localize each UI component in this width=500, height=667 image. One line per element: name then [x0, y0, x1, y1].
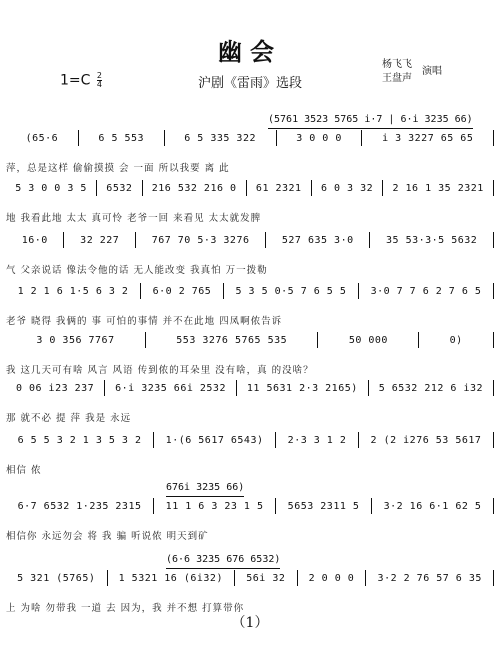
- measure: 3 0 0 0: [296, 132, 342, 144]
- bar-line: [493, 130, 494, 146]
- measure: 6·7 6532 1·235 2315: [17, 500, 142, 512]
- bar-line: [493, 380, 494, 396]
- measure: 6·0 2 765: [152, 285, 212, 297]
- time-signature-top: 2: [96, 71, 102, 80]
- key-label: 1=C: [60, 72, 91, 89]
- measure: 2 0 0 0: [308, 572, 355, 584]
- notation-line: [6, 232, 494, 248]
- measure: 1·(6 5617 6543): [165, 434, 264, 446]
- prelude-line: (5761 3523 5765 i·7 | 6·i 3235 66): [268, 114, 473, 129]
- measure: 767 70 5·3 3276: [151, 234, 250, 246]
- bar-line: [493, 432, 494, 448]
- lyrics-line: 老爷 晓得 我俩的 事 可怕的事情 并不在此地 四凤啊侬告诉: [6, 316, 283, 327]
- prelude-line: 676i 3235 66): [166, 482, 244, 497]
- bar-line: [493, 570, 494, 586]
- measure: 2·3 3 1 2: [287, 434, 347, 446]
- bar-line: [493, 498, 494, 514]
- measure: 0 06 i23 237: [15, 382, 95, 394]
- measure: 1 2 1 6 1·5 6 3 2: [17, 285, 129, 297]
- measure: 6532: [106, 182, 133, 194]
- notation-line: [6, 332, 494, 348]
- singer-1: 杨飞飞: [382, 59, 412, 70]
- measure: (65·6: [25, 132, 59, 144]
- performance-role: 演唱: [422, 66, 442, 77]
- measure: 3 0 356 7767: [36, 334, 115, 346]
- measure: 3·2 16 6·1 62 5: [383, 500, 482, 512]
- measure: 6 5 335 322: [184, 132, 256, 144]
- measure: 5 3 5 0·5 7 6 5 5: [235, 285, 347, 297]
- prelude-line: (6·6 3235 676 6532): [166, 554, 280, 569]
- measure: 5 321 (5765): [17, 572, 96, 584]
- notation-line: [6, 570, 494, 586]
- notation-line: [6, 180, 494, 196]
- lyrics-line: 上 为啥 勿带我 一道 去 因为，我 并不想 打算带你: [6, 603, 245, 614]
- lyrics-line: 那 就不必 提 萍 我是 永远: [6, 413, 132, 424]
- measure: 11 1 6 3 23 1 5: [165, 500, 264, 512]
- notation-line: [6, 498, 494, 514]
- bar-line: [493, 283, 494, 299]
- bar-line: [493, 232, 494, 248]
- measure: 16·0: [21, 234, 48, 246]
- measure: i 3 3227 65 65: [382, 132, 474, 144]
- measure: 6 5 5 3 2 1 3 5 3 2: [17, 434, 142, 446]
- measure: 50 000: [348, 334, 388, 346]
- measure: 527 635 3·0: [281, 234, 354, 246]
- measure: 5653 2311 5: [287, 500, 360, 512]
- song-subtitle: 沪剧《雷雨》选段: [197, 76, 302, 91]
- measure: 2 (2 i276 53 5617: [370, 434, 482, 446]
- notation-line: [6, 283, 494, 299]
- bar-line: [493, 332, 494, 348]
- notation-line: [6, 130, 494, 146]
- singer-2: 王盘声: [382, 73, 412, 84]
- measure: 1 5321 16 (6i32): [118, 572, 223, 584]
- measure: 35 53·3·5 5632: [386, 234, 478, 246]
- measure: 56i 32: [246, 572, 286, 584]
- measure: 11 5631 2·3 2165): [246, 382, 358, 394]
- lyrics-line: 相信你 永远勿会 将 我 骗 听说侬 明天到矿: [6, 531, 209, 542]
- measure: 5 3 0 0 3 5: [15, 182, 87, 194]
- lyrics-line: 我 这几天可有啥 风言 风语 传到侬的耳朵里 没有啥，真 的没啥？: [6, 365, 314, 376]
- page-number: （1）: [231, 615, 269, 631]
- notation-line: [6, 432, 494, 448]
- measure: 32 227: [80, 234, 120, 246]
- measure: 0): [449, 334, 463, 346]
- bar-line: [493, 180, 494, 196]
- measure: 553 3276 5765 535: [176, 334, 288, 346]
- measure: 6 5 553: [98, 132, 145, 144]
- measure: 3·2 2 76 57 6 35: [377, 572, 482, 584]
- time-signature-bottom: 4: [96, 80, 102, 89]
- lyrics-line: 气 父亲说话 像法令他的话 无人能改变 我真怕 万一拨勒: [6, 265, 268, 276]
- lyrics-line: 相信 侬: [6, 465, 42, 476]
- notation-line: [6, 380, 494, 396]
- measure: 61 2321: [255, 182, 302, 194]
- lyrics-line: 萍，总是这样 偷偷摸摸 会 一面 所以我要 离 此: [6, 163, 230, 174]
- song-title: 幽会: [218, 37, 282, 66]
- measure: 6 0 3 32: [320, 182, 374, 194]
- credits: [382, 58, 442, 86]
- lyrics-line: 地 我看此地 太太 真可怜 老爷一回 来看见 太太就发脾: [6, 213, 262, 224]
- measure: 5 6532 212 6 i32: [378, 382, 484, 394]
- measure: 3·0 7 7 6 2 7 6 5: [370, 285, 482, 297]
- measure: 2 16 1 35 2321: [392, 182, 484, 194]
- measure: 6·i 3235 66i 2532: [115, 382, 226, 394]
- measure: 216 532 216 0: [151, 182, 237, 194]
